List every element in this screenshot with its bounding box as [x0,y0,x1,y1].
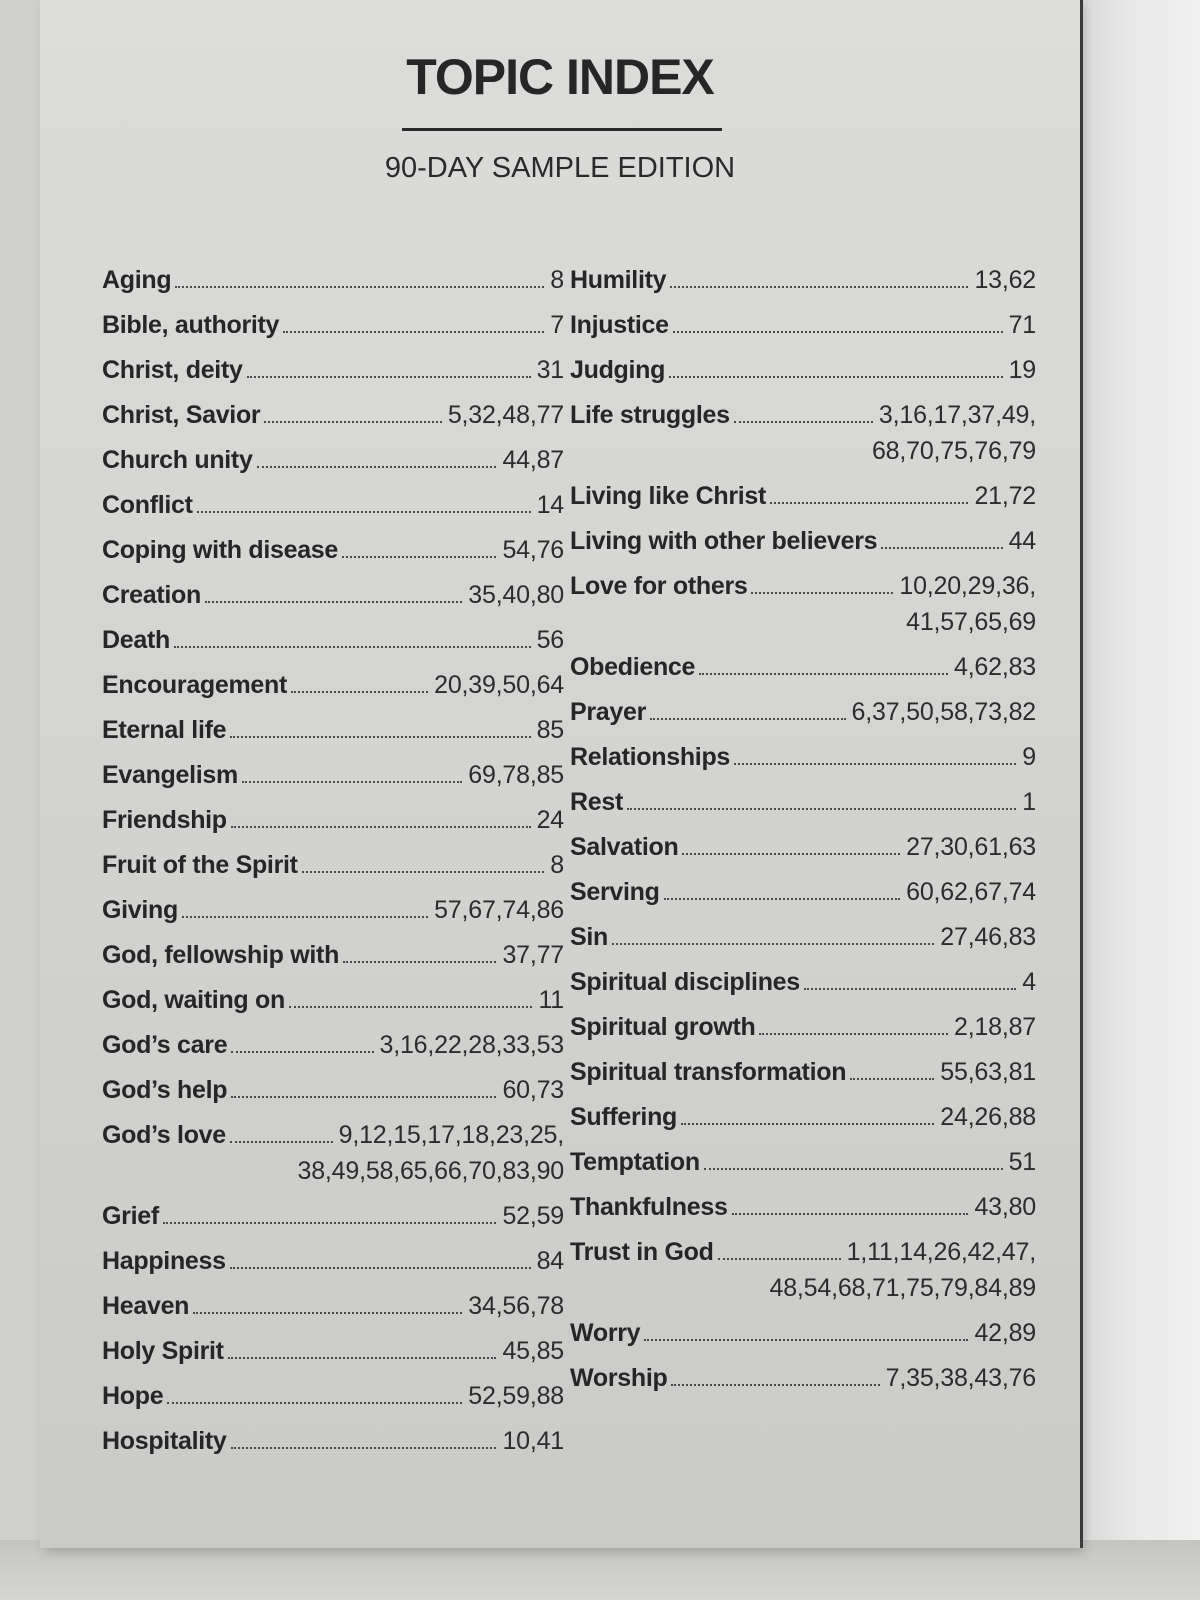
index-entry-line [570,1144,1036,1180]
index-entry [570,352,1036,388]
index-entry-line [570,523,1036,559]
index-topic: Humility [570,266,667,294]
index-entry-line [570,694,1036,730]
index-entry [102,982,564,1018]
dot-leader [231,1051,373,1053]
index-page-numbers: 11 [538,986,564,1014]
index-page-numbers: 3,16,22,28,33,53 [379,1031,564,1059]
index-entry [570,649,1036,685]
index-topic: Holy Spirit [102,1337,224,1365]
index-topic: Serving [570,878,660,906]
index-entry-line [102,1117,564,1153]
index-topic: Evangelism [102,761,238,789]
index-topic: Relationships [570,743,731,771]
index-entry-line [570,739,1036,775]
index-entry-line [570,307,1036,343]
index-topic: Heaven [102,1292,190,1320]
index-page-numbers: 21,72 [974,482,1036,510]
index-entry-line [102,577,564,613]
dot-leader [770,502,968,504]
index-entry [102,667,564,703]
dot-leader [759,1033,948,1035]
index-entry-line [570,1315,1036,1351]
dot-leader [671,1384,879,1386]
index-entry [102,847,564,883]
dot-leader [182,916,428,918]
index-entry [102,577,564,613]
index-entry [102,1288,564,1324]
index-topic: Hospitality [102,1427,227,1455]
dot-leader [718,1258,841,1260]
index-entry-line [102,757,564,793]
index-entry [570,568,1036,640]
index-topic: Suffering [570,1103,678,1131]
index-topic: Worship [570,1364,668,1392]
index-entry-line [570,1360,1036,1396]
index-topic: Creation [102,581,202,609]
index-entry [102,307,564,343]
index-entry-line [570,397,1036,433]
index-page-numbers: 34,56,78 [468,1292,564,1320]
dot-leader [644,1339,968,1341]
index-topic: Spiritual transformation [570,1058,847,1086]
dot-leader [167,1402,462,1404]
index-entry [102,262,564,298]
index-entry-line [102,487,564,523]
index-page-numbers: 52,59 [502,1202,564,1230]
index-entry-line [102,937,564,973]
index-page-numbers: 20,39,50,64 [434,671,564,699]
dot-leader [193,1312,462,1314]
index-entry [102,487,564,523]
index-entry [102,442,564,478]
index-entry-line [570,874,1036,910]
index-topic: Aging [102,266,172,294]
index-entry-line [102,1333,564,1369]
index-topic: God’s help [102,1076,228,1104]
index-entry-line [102,622,564,658]
index-page-numbers: 60,62,67,74 [906,878,1036,906]
index-entry-line [570,1054,1036,1090]
index-entry-line [570,568,1036,604]
index-entry [102,1423,564,1459]
dot-leader [228,1357,497,1359]
index-page-numbers: 14 [536,491,564,519]
index-entry [570,739,1036,775]
index-page-numbers: 1 [1022,788,1036,816]
index-entry-line [102,532,564,568]
index-entry-line [102,892,564,928]
index-page-numbers: 55,63,81 [940,1058,1036,1086]
index-topic: Bible, authority [102,311,280,339]
index-page-numbers: 52,59,88 [468,1382,564,1410]
index-topic: Grief [102,1202,159,1230]
index-page-numbers: 24 [536,806,564,834]
index-entry [102,532,564,568]
dot-leader [343,961,496,963]
index-page-numbers: 43,80 [974,1193,1036,1221]
index-entry-line [570,1234,1036,1270]
index-page-numbers: 7,35,38,43,76 [885,1364,1036,1392]
page-edge [1080,0,1083,1548]
index-entry-line [102,442,564,478]
index-entry [102,622,564,658]
index-page-numbers-continued: 68,70,75,76,79 [871,437,1036,465]
index-entry-line [570,352,1036,388]
index-page-numbers: 1,11,14,26,42,47, [846,1238,1036,1266]
dot-leader [205,601,462,603]
dot-leader [734,421,873,423]
dot-leader [289,1006,532,1008]
index-entry [570,397,1036,469]
index-entry [570,1144,1036,1180]
index-topic: Encouragement [102,671,288,699]
index-entry-line [102,307,564,343]
index-entry [570,694,1036,730]
dot-leader [704,1168,1003,1170]
dot-leader [682,853,900,855]
index-entry-line [102,1072,564,1108]
index-page-numbers: 4 [1022,968,1036,996]
index-topic: Coping with disease [102,536,338,564]
index-page-numbers: 24,26,88 [940,1103,1036,1131]
index-entry [102,397,564,433]
index-page-numbers: 27,46,83 [940,923,1036,951]
index-entry [570,1054,1036,1090]
index-page-numbers: 35,40,80 [468,581,564,609]
index-entry [102,1027,564,1063]
dot-leader [881,547,1002,549]
dot-leader [804,988,1016,990]
index-topic: Prayer [570,698,647,726]
index-page-numbers: 4,62,83 [953,653,1036,681]
dot-leader [650,718,845,720]
index-column-right [570,262,1036,1405]
index-topic: Christ, Savior [102,401,261,429]
dot-leader [669,376,1002,378]
index-topic: Worry [570,1319,641,1347]
index-topic: God, waiting on [102,986,285,1014]
index-page-numbers: 10,20,29,36, [899,572,1036,600]
index-page-numbers: 7 [550,311,564,339]
index-topic: Injustice [570,311,669,339]
index-entry-line [102,667,564,703]
index-entry [570,1234,1036,1306]
dot-leader [291,691,428,693]
index-topic: Thankfulness [570,1193,728,1221]
index-entry [102,802,564,838]
index-entry-line [102,1027,564,1063]
index-page-numbers: 84 [536,1247,564,1275]
index-entry-line [102,1198,564,1234]
index-page-numbers-continued: 41,57,65,69 [906,608,1036,636]
index-entry [102,937,564,973]
index-page-numbers: 69,78,85 [468,761,564,789]
index-page-numbers: 56 [536,626,564,654]
index-entry-line [102,1378,564,1414]
dot-leader [230,1141,333,1143]
index-topic: Life struggles [570,401,730,429]
dot-leader [283,331,544,333]
index-entry-line [570,784,1036,820]
index-entry-line [102,1423,564,1459]
index-entry-line [102,712,564,748]
index-topic: God’s care [102,1031,228,1059]
index-page-numbers: 44,87 [502,446,564,474]
index-entry-line [570,1099,1036,1135]
index-page-numbers-continued: 38,49,58,65,66,70,83,90 [297,1157,564,1185]
index-entry-line [102,352,564,388]
title-underline [402,128,722,131]
dot-leader [257,466,497,468]
index-entry-line [570,262,1036,298]
index-page-numbers: 44 [1008,527,1036,555]
index-topic: God’s love [102,1121,226,1149]
index-topic: Temptation [570,1148,700,1176]
dot-leader [163,1222,497,1224]
index-page-numbers: 19 [1008,356,1036,384]
index-entry-line [570,478,1036,514]
index-entry [570,1009,1036,1045]
index-page-numbers: 60,73 [502,1076,564,1104]
index-page-numbers: 3,16,17,37,49, [878,401,1036,429]
dot-leader [699,673,948,675]
index-entry-line [570,964,1036,1000]
index-page-numbers: 8 [550,851,564,879]
index-page-numbers: 5,32,48,77 [447,401,564,429]
index-page-numbers: 37,77 [502,941,564,969]
dot-leader [681,1123,934,1125]
index-entry [102,1072,564,1108]
index-topic: Church unity [102,446,253,474]
dot-leader [264,421,441,423]
index-entry [102,1198,564,1234]
dot-leader [231,1096,496,1098]
index-topic: Rest [570,788,623,816]
index-topic: Happiness [102,1247,226,1275]
index-entry-line [102,982,564,1018]
dot-leader [734,763,1016,765]
dot-leader [174,646,531,648]
index-topic: Friendship [102,806,227,834]
index-entry [570,1315,1036,1351]
index-topic: Living with other believers [570,527,878,555]
dot-leader [664,898,901,900]
dot-leader [612,943,934,945]
index-entry-line [102,802,564,838]
index-topic: Conflict [102,491,193,519]
index-topic: Spiritual growth [570,1013,756,1041]
index-topic: Judging [570,356,666,384]
index-entry [102,1378,564,1414]
index-topic: God, fellowship with [102,941,340,969]
dot-leader [231,1447,497,1449]
index-topic: Giving [102,896,178,924]
index-page-numbers: 45,85 [502,1337,564,1365]
index-page-numbers: 10,41 [502,1427,564,1455]
index-topic: Christ, deity [102,356,243,384]
background-surface-bottom [0,1540,1200,1600]
dot-leader [175,286,544,288]
dot-leader [751,592,893,594]
index-entry [570,784,1036,820]
index-entry [102,892,564,928]
index-page-numbers: 9 [1022,743,1036,771]
dot-leader [670,286,968,288]
index-entry [570,1360,1036,1396]
index-page-numbers: 13,62 [974,266,1036,294]
index-entry-line [570,919,1036,955]
dot-leader [850,1078,934,1080]
index-column-left [102,262,564,1468]
index-page-numbers: 31 [536,356,564,384]
index-page-numbers: 42,89 [974,1319,1036,1347]
index-entry [570,874,1036,910]
index-entry [102,1117,564,1189]
index-entry [570,262,1036,298]
dot-leader [732,1213,969,1215]
index-topic: Love for others [570,572,748,600]
index-page-numbers: 8 [550,266,564,294]
index-entry [570,1099,1036,1135]
index-topic: Spiritual disciplines [570,968,800,996]
index-entry-line [570,1009,1036,1045]
dot-leader [230,1267,531,1269]
index-entry-line [102,847,564,883]
index-entry [102,757,564,793]
dot-leader [242,781,462,783]
dot-leader [302,871,545,873]
dot-leader [231,826,531,828]
dot-leader [230,736,530,738]
index-page-numbers: 57,67,74,86 [434,896,564,924]
index-entry [570,829,1036,865]
index-entry [102,1333,564,1369]
index-page-numbers-continued: 48,54,68,71,75,79,84,89 [769,1274,1036,1302]
index-topic: Death [102,626,170,654]
index-topic: Fruit of the Spirit [102,851,298,879]
index-page-numbers: 2,18,87 [953,1013,1036,1041]
index-entry [570,919,1036,955]
index-page-numbers: 51 [1008,1148,1036,1176]
index-topic: Sin [570,923,608,951]
dot-leader [247,376,531,378]
index-topic: Obedience [570,653,696,681]
index-entry [570,964,1036,1000]
index-entry-line [570,649,1036,685]
page-subtitle: 90-DAY SAMPLE EDITION [384,152,736,184]
index-page-numbers: 27,30,61,63 [906,833,1036,861]
index-entry [102,1243,564,1279]
index-topic: Living like Christ [570,482,767,510]
index-page-numbers: 85 [536,716,564,744]
index-page-numbers: 71 [1008,311,1036,339]
index-entry [570,307,1036,343]
index-entry-line [102,262,564,298]
index-topic: Trust in God [570,1238,714,1266]
index-entry-line [102,1288,564,1324]
index-topic: Hope [102,1382,164,1410]
dot-leader [673,331,1003,333]
index-entry-line [570,829,1036,865]
book-page [40,0,1080,1548]
index-entry [570,1189,1036,1225]
index-page-numbers: 6,37,50,58,73,82 [851,698,1036,726]
index-entry [570,478,1036,514]
index-page-numbers: 54,76 [502,536,564,564]
index-entry [570,523,1036,559]
index-topic: Eternal life [102,716,227,744]
index-entry-line [102,1243,564,1279]
index-entry [102,352,564,388]
dot-leader [627,808,1016,810]
index-topic: Salvation [570,833,679,861]
background-surface [1080,0,1200,1600]
index-page-numbers: 9,12,15,17,18,23,25, [338,1121,564,1149]
index-entry-line [102,397,564,433]
page-title: TOPIC INDEX [406,49,714,105]
index-entry [102,712,564,748]
dot-leader [342,556,496,558]
index-entry-line [570,1189,1036,1225]
dot-leader [197,511,531,513]
